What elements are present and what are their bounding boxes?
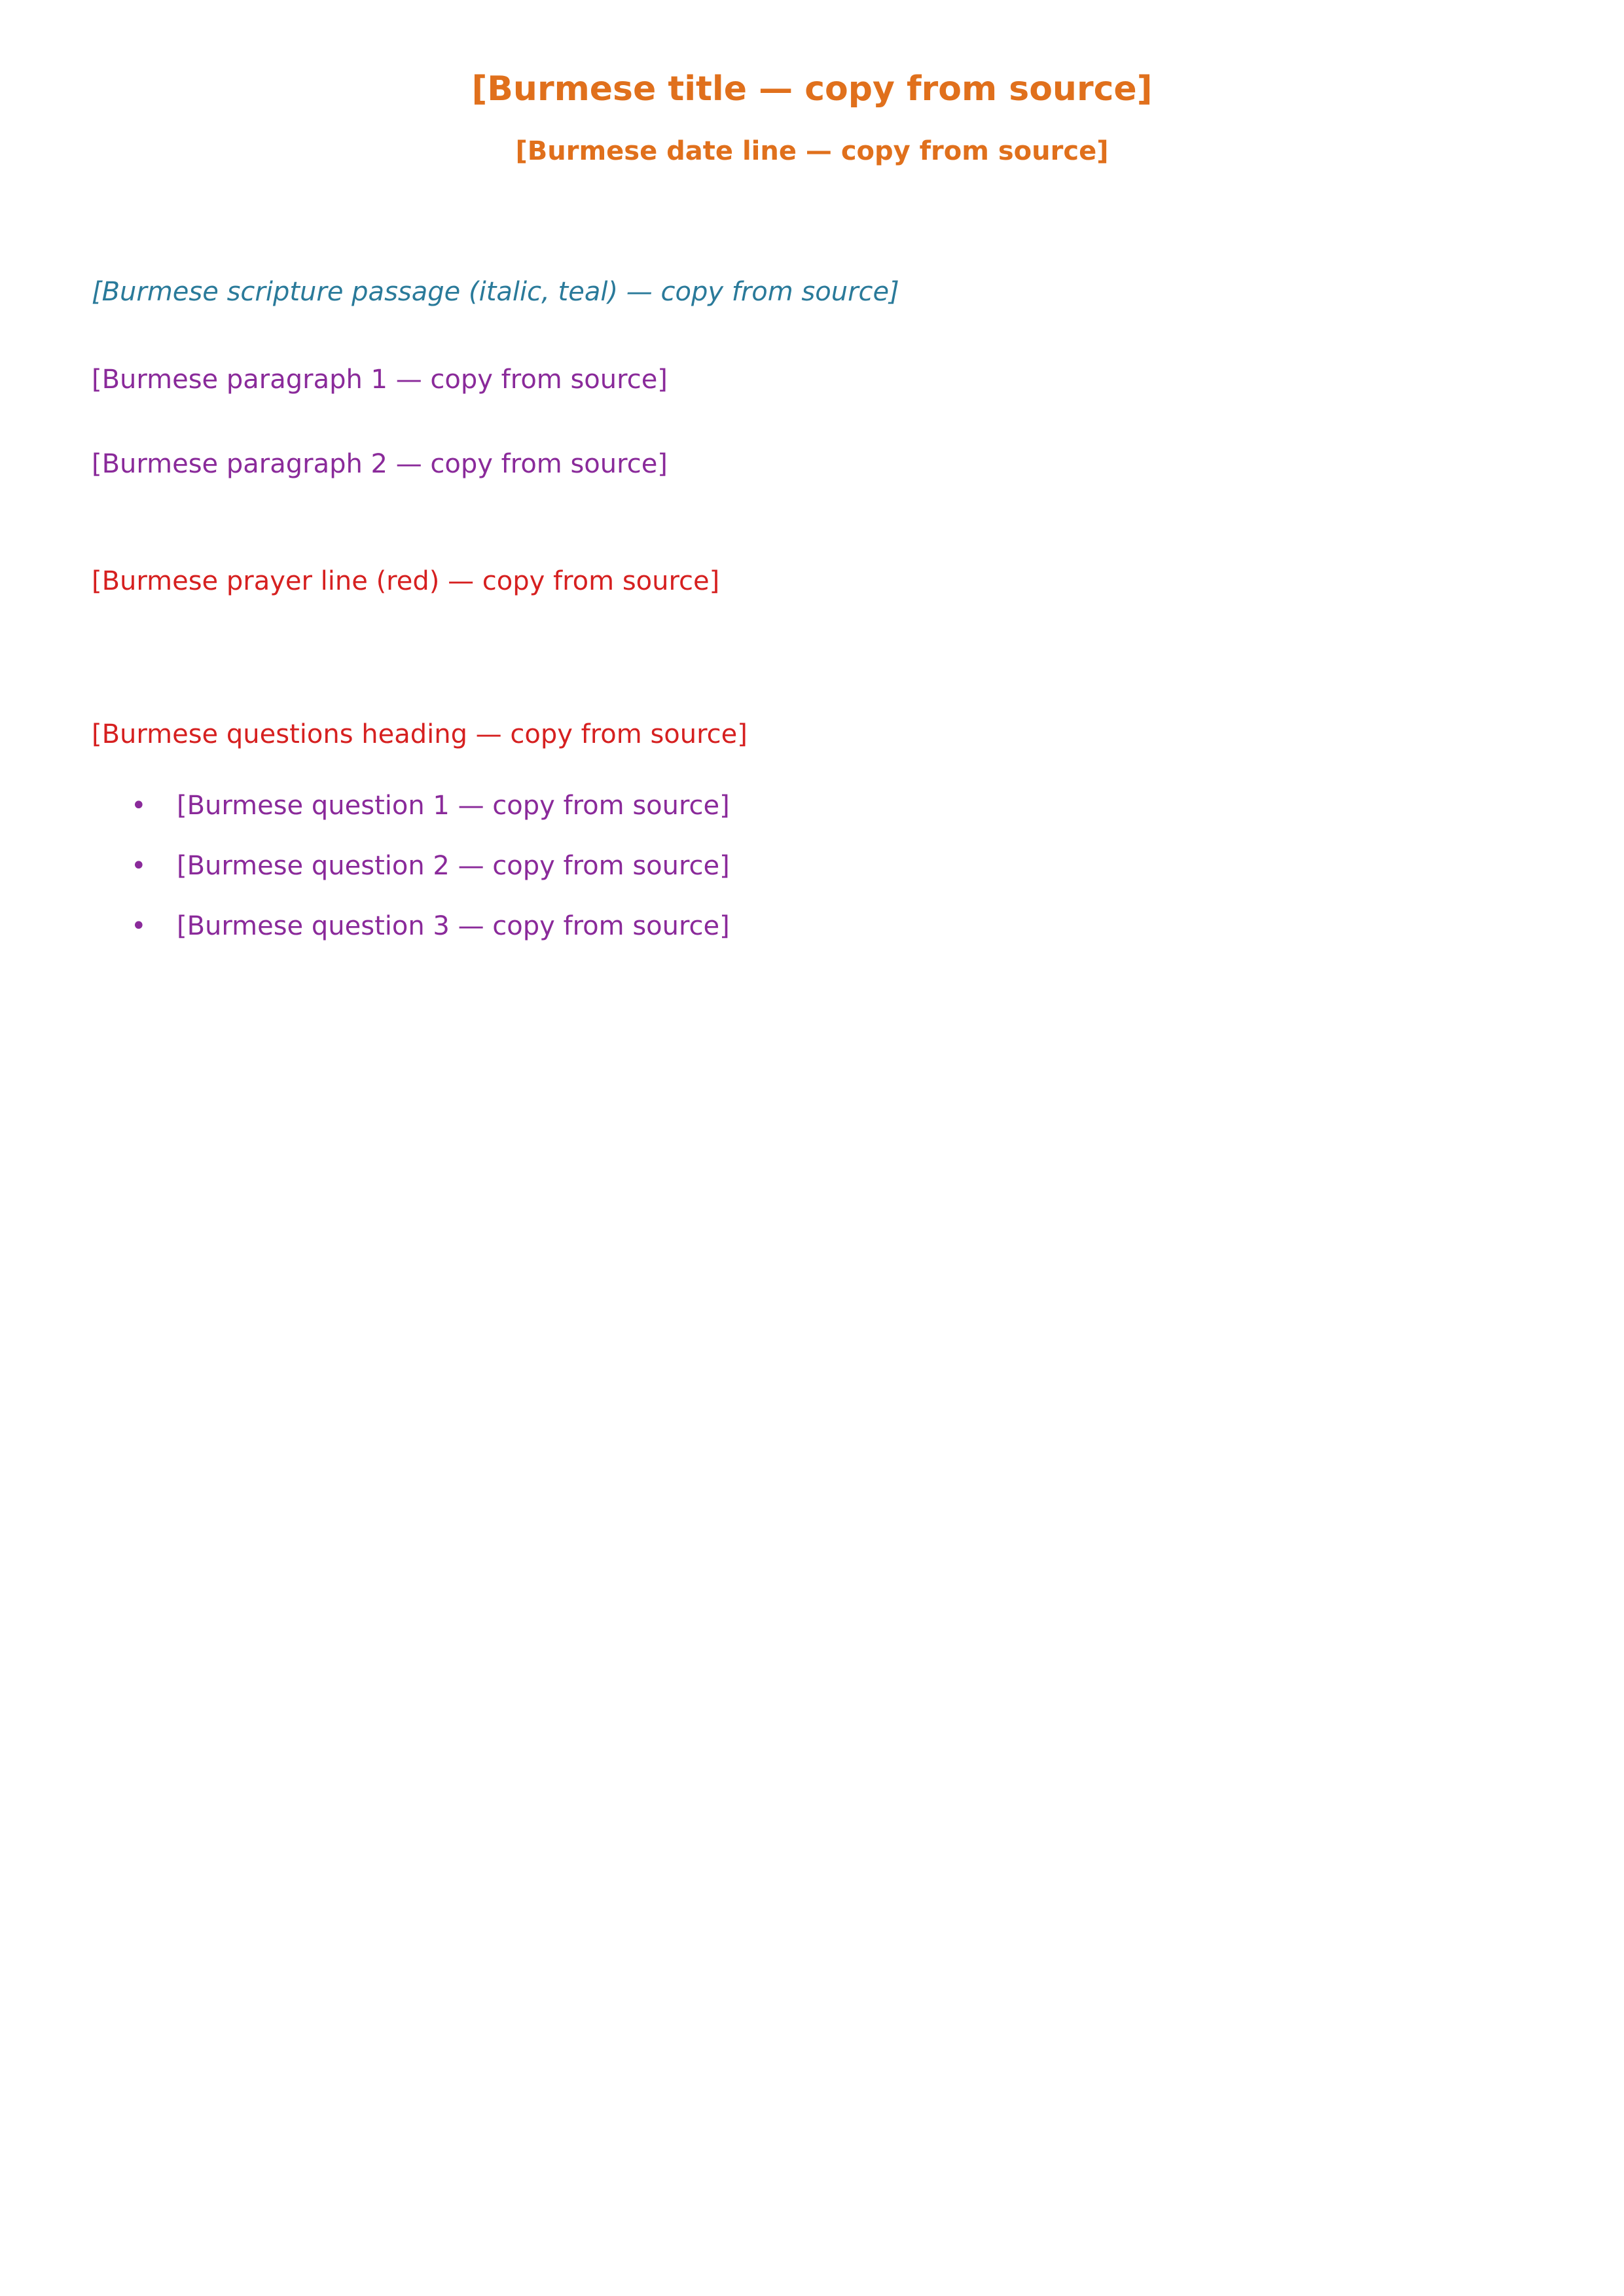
question-text: [Burmese question 1 — copy from source] [177, 790, 730, 821]
list-item [131, 842, 1532, 890]
questions-heading: [Burmese questions heading — copy from source] [92, 719, 748, 749]
page-title: [Burmese title — copy from source] [471, 69, 1153, 109]
prayer-line: [Burmese prayer line (red) — copy from source] [92, 565, 720, 596]
scripture-passage: [Burmese scripture passage (italic, teal) — copy from source] [92, 276, 899, 307]
bullet-icon: • [131, 850, 147, 881]
body-paragraph: [Burmese paragraph 2 — copy from source] [92, 448, 668, 479]
list-item [131, 902, 1532, 950]
questions-list [92, 781, 1532, 950]
question-text: [Burmese question 3 — copy from source] [177, 910, 730, 941]
body-paragraph: [Burmese paragraph 1 — copy from source] [92, 364, 668, 395]
question-text: [Burmese question 2 — copy from source] [177, 850, 730, 881]
list-item [131, 781, 1532, 830]
bullet-icon: • [131, 910, 147, 941]
page-subtitle: [Burmese date line — copy from source] [515, 135, 1109, 166]
bullet-icon: • [131, 790, 147, 821]
